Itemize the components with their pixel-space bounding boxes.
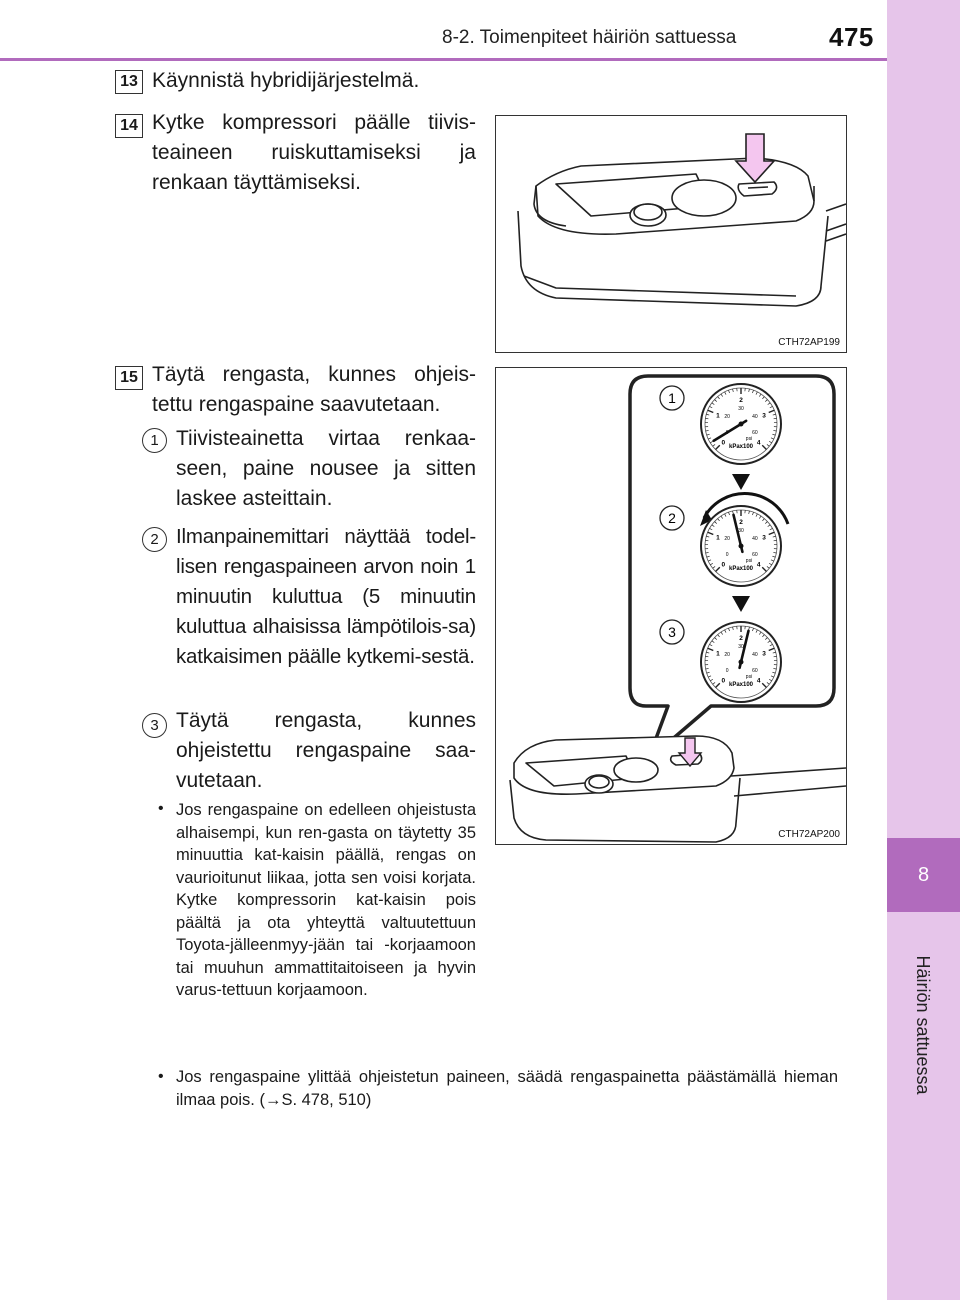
gauge-psi-label: 0 (725, 552, 729, 558)
gauge-tick-label: 0 (721, 677, 726, 685)
gauge-psi-label: 60 (752, 552, 758, 558)
chapter-number-tab: 8 (887, 838, 960, 912)
substep-2-text: Ilmanpainemittari näyttää todel-lisen rengaspaineen arvon noin 1 minuutin kuluttua (5 minuutin kuluttua alhaisissa lämpötilois-sa) katkaisimen päälle kytkemi-sestä. (176, 525, 476, 668)
gauge-tick-label: 2 (739, 397, 743, 404)
gauge-tick-label: 2 (739, 519, 743, 526)
compressor-illustration (496, 116, 846, 352)
figure-label-1 (660, 386, 684, 410)
gauge-tick-label: 2 (739, 635, 743, 642)
figure-label-2 (660, 506, 684, 530)
page-number: 475 (829, 22, 874, 52)
svg-text:2: 2 (668, 510, 676, 526)
figure-code: CTH72AP200 (778, 829, 840, 840)
figure-gauge-sequence (495, 367, 847, 845)
gauge-tick-label: 1 (716, 412, 720, 420)
pressure-gauge-icon (701, 622, 781, 702)
gauge-tick-label: 3 (762, 534, 766, 542)
gauge-psi-label: 30 (738, 644, 744, 650)
gauge-unit-kpa: kPax100 (728, 682, 754, 688)
gauge-unit-kpa: kPax100 (728, 566, 754, 572)
step-14-text: Kytke kompressori päälle tiivis-teaineen ruiskuttamiseksi ja renkaan täyttämiseksi. (152, 111, 476, 194)
svg-text:1: 1 (668, 390, 676, 406)
compressor-small-illustration (510, 736, 846, 842)
gauge-unit-psi: psi (745, 436, 753, 442)
step-badge-13: 13 (115, 70, 143, 94)
substep-1-text: Tiivisteainetta virtaa renkaa-seen, paine nousee ja sitten laskee asteittain. (176, 427, 476, 510)
figure-code: CTH72AP199 (778, 337, 840, 348)
gauge-unit-psi: psi (745, 558, 753, 564)
bullet-marker: • (158, 1068, 164, 1085)
gauge-unit-kpa: kPax100 (728, 444, 754, 450)
substep-marker-2: 2 (142, 527, 167, 552)
gauge-psi-label: 30 (738, 528, 744, 534)
gauge-psi-label: 20 (724, 536, 730, 542)
gauge-tick-label: 1 (716, 650, 720, 658)
page-header (0, 0, 887, 60)
gauge-psi-label: 0 (725, 668, 729, 674)
bullet-2-text: Jos rengaspaine ylittää ohjeistetun paineen, säädä rengaspainetta päästämällä hieman ilmaa pois. (→S. 478, 510) (176, 1068, 838, 1109)
gauge-unit-psi: psi (745, 674, 753, 680)
gauge-psi-label: 40 (752, 414, 758, 420)
gauge-sequence-illustration (496, 368, 846, 844)
figure-compressor-switch (495, 115, 847, 353)
gauge-tick-label: 3 (762, 650, 766, 658)
step-15-text: Täytä rengasta, kunnes ohjeis-tettu rengaspaine saavutetaan. (152, 363, 476, 416)
pressure-gauge-icon (701, 506, 781, 586)
bullet-marker: • (158, 800, 164, 817)
gauge-psi-label: 60 (752, 430, 758, 436)
section-title: 8-2. Toimenpiteet häiriön sattuessa (442, 27, 737, 48)
gauge-psi-label: 40 (752, 652, 758, 658)
step-badge-15: 15 (115, 366, 143, 390)
figure-label-3 (660, 620, 684, 644)
substep-3-text: Täytä rengasta, kunnes ohjeistettu rengaspaine saa-vutetaan. (176, 709, 476, 792)
substep-marker-1: 1 (142, 428, 167, 453)
substep-marker-3: 3 (142, 713, 167, 738)
chapter-title-vertical: Häiriön sattuessa (913, 955, 934, 1095)
gauge-psi-label: 20 (724, 652, 730, 658)
header-rule (0, 58, 887, 61)
pressure-gauge-icon (701, 384, 781, 464)
gauge-psi-label: 20 (724, 414, 730, 420)
gauge-psi-label: 40 (752, 536, 758, 542)
svg-text:3: 3 (668, 624, 676, 640)
gauge-tick-label: 0 (721, 561, 726, 569)
chapter-sidebar (887, 0, 960, 1300)
gauge-tick-label: 4 (756, 561, 761, 569)
gauge-tick-label: 0 (721, 439, 726, 447)
gauge-tick-label: 4 (756, 439, 761, 447)
gauge-psi-label: 60 (752, 668, 758, 674)
bullet-1-text: Jos rengaspaine on edelleen ohjeistusta alhaisempi, kun ren-gasta on täytetty 35 minuuttia kat-kaisin päällä, rengas on vaurioitunut liikaa, jotta sen voisi korjata. Kytke kompressorin kat-kaisin pois päältä ja ota yhteyttä valtuutettuun Toyota-jälleenmyy-jään tai -korjaamoon tai muuhun ammattitaitoiseen ja hyvin varus-tettuun korjaamoon. (176, 801, 476, 999)
gauge-tick-label: 3 (762, 412, 766, 420)
gauge-tick-label: 1 (716, 534, 720, 542)
step-badge-14: 14 (115, 114, 143, 138)
gauge-psi-label: 30 (738, 406, 744, 412)
step-13-text: Käynnistä hybridijärjestelmä. (152, 69, 420, 92)
gauge-tick-label: 4 (756, 677, 761, 685)
